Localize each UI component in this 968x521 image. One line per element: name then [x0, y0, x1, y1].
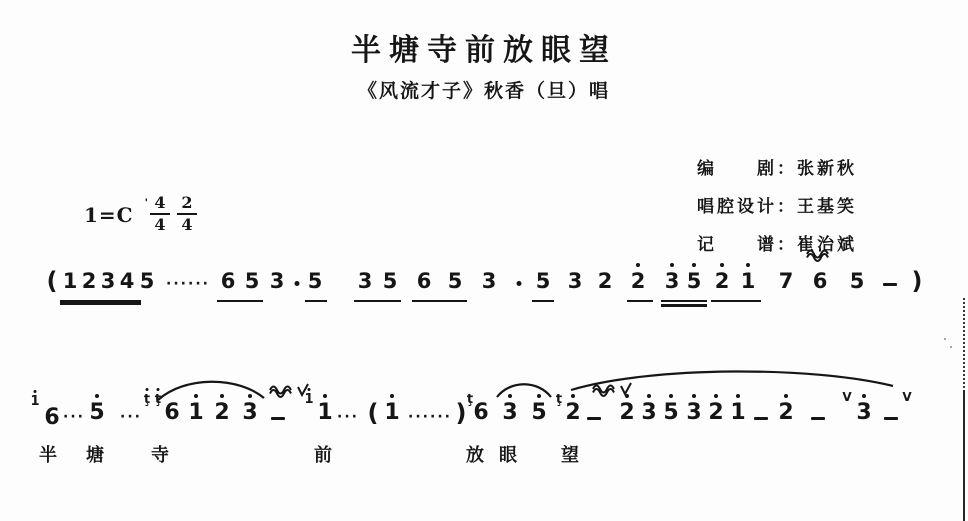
note-digit: 2 [778, 400, 794, 425]
credit-name: 崔治斌 [797, 235, 857, 254]
octave-dot [784, 394, 788, 398]
note-digit: 1 [317, 400, 333, 425]
continuation-dots: ······ [166, 276, 210, 292]
note-digit: 3 [856, 400, 872, 425]
parenthesis: ( [46, 267, 58, 295]
note-digit: 3 [481, 269, 497, 293]
octave-dot [670, 263, 674, 267]
time-sig-numerator: 2 [181, 193, 193, 212]
octave-dot [736, 394, 740, 398]
note-digit: 6 [473, 400, 489, 425]
time-sig-denominator: 4 [181, 215, 193, 234]
note-digit: 3 [664, 269, 680, 293]
note-digit: 5 [686, 269, 702, 293]
note-digit: 5 [663, 400, 679, 425]
augmentation-dot [295, 281, 300, 286]
beam-underline [532, 300, 554, 302]
octave-dot [862, 394, 866, 398]
beam-underline [627, 300, 653, 302]
sustain-dash [884, 417, 898, 420]
note-digit: 3 [357, 269, 373, 293]
credit-role: 记 谱： [697, 235, 797, 254]
time-sig-denominator: 4 [154, 215, 166, 234]
note-digit: 2 [708, 400, 724, 425]
sustain-dash [271, 417, 285, 420]
octave-dot [323, 394, 327, 398]
grace-note: 1 [30, 394, 40, 409]
note-digit: 2 [214, 400, 230, 425]
wave-ornament [270, 384, 308, 397]
octave-dot [571, 394, 575, 398]
note-digit: 3 [686, 400, 702, 425]
note-digit: 5 [849, 269, 865, 293]
note-digit: 2 [81, 269, 97, 293]
octave-dot [669, 394, 673, 398]
beam-underline [412, 300, 467, 302]
parenthesis: ( [367, 399, 379, 427]
credit-name: 王基笑 [797, 197, 857, 216]
octave-dot [625, 394, 629, 398]
augmentation-dot [517, 281, 522, 286]
time-sig-numerator: 4 [154, 193, 166, 212]
note-digit: 6 [44, 405, 60, 430]
lyric-char: 眼 [499, 445, 517, 465]
beam-underline [661, 304, 707, 307]
song-source-subtitle: 《风流才子》秋香（旦）唱 [357, 81, 610, 102]
grace-note: 1 [304, 392, 314, 407]
time-signature-2-4 [176, 195, 198, 233]
credit-row-notation [697, 226, 857, 264]
note-digit: 5 [535, 269, 551, 293]
grace-note: ţ [154, 392, 162, 407]
note-digit: 5 [89, 400, 105, 425]
note-digit: 6 [416, 269, 432, 293]
note-digit: 4 [119, 269, 135, 293]
note-digit: 3 [502, 400, 518, 425]
sustain-dash [754, 417, 768, 420]
scan-speck [950, 346, 952, 348]
note-digit: 5 [382, 269, 398, 293]
note-digit: 6 [220, 269, 236, 293]
lyric-char: 望 [561, 445, 579, 465]
sustain-dash [883, 283, 897, 286]
note-digit: 1 [62, 269, 78, 293]
sustain-dash [587, 417, 601, 420]
octave-dot [308, 388, 311, 391]
note-digit: 1 [740, 269, 756, 293]
octave-dot [146, 388, 149, 391]
octave-dot [537, 394, 541, 398]
grace-note: ţ [555, 392, 563, 407]
credit-row-playwright [697, 150, 857, 188]
octave-dot [720, 263, 724, 267]
note-digit: 2 [565, 400, 581, 425]
note-digit: 3 [567, 269, 583, 293]
song-title: 半塘寺前放眼望 [351, 34, 617, 67]
parenthesis: ) [455, 399, 467, 427]
grace-note: ţ [143, 392, 151, 407]
octave-dot [746, 263, 750, 267]
continuation-dots: ··· [63, 409, 85, 425]
note-digit: 2 [597, 269, 613, 293]
octave-dot [34, 390, 37, 393]
note-digit: 5 [139, 269, 155, 293]
octave-dot [390, 394, 394, 398]
scan-artifact-dotted-line [963, 298, 965, 392]
parenthesis: ) [911, 267, 923, 295]
scan-artifact-solid-line [963, 390, 965, 521]
note-digit: 3 [100, 269, 116, 293]
octave-dot [636, 263, 640, 267]
note-digit: 6 [812, 269, 828, 293]
octave-dot [95, 394, 99, 398]
note-digit: 1 [730, 400, 746, 425]
note-digit: 6 [164, 400, 180, 425]
tick-mark: ' [145, 197, 148, 209]
octave-dot [220, 394, 224, 398]
beam-underline [711, 300, 761, 302]
note-digit: 7 [778, 269, 794, 293]
octave-dot [157, 388, 160, 391]
beam-underline [354, 300, 401, 302]
lyric-char: 塘 [86, 445, 104, 465]
lyric-char: 半 [39, 445, 57, 465]
continuation-dots: ··· [120, 409, 142, 425]
grace-note: ţ [466, 392, 474, 407]
breath-mark: V [902, 390, 912, 404]
credit-row-vocal-design [697, 188, 857, 226]
slur-arc [571, 371, 893, 390]
lyric-char: 前 [314, 445, 332, 465]
octave-dot [508, 394, 512, 398]
beam-underline [661, 300, 707, 302]
note-digit: 5 [244, 269, 260, 293]
note-digit: 2 [619, 400, 635, 425]
credits-block [697, 150, 857, 264]
continuation-dots: ··· [337, 409, 359, 425]
note-digit: 5 [531, 400, 547, 425]
note-digit: 2 [630, 269, 646, 293]
note-digit: 1 [384, 400, 400, 425]
note-digit: 1 [188, 400, 204, 425]
breath-mark: V [842, 390, 852, 404]
beam-underline [305, 300, 327, 302]
octave-dot [692, 263, 696, 267]
scan-speck [944, 338, 946, 340]
continuation-dots: ······ [408, 409, 452, 425]
credit-name: 张新秋 [797, 159, 857, 178]
sustain-dash [811, 417, 825, 420]
note-digit: 3 [641, 400, 657, 425]
slur-arc [497, 384, 551, 397]
octave-dot [692, 394, 696, 398]
note-digit: 3 [242, 400, 258, 425]
note-digit: 3 [269, 269, 285, 293]
credit-role: 编 剧： [697, 159, 797, 178]
octave-dot [194, 394, 198, 398]
time-signature-4-4 [149, 195, 171, 233]
lyric-char: 寺 [151, 445, 169, 465]
octave-dot [647, 394, 651, 398]
credit-role: 唱腔设计： [697, 197, 797, 216]
note-digit: 5 [447, 269, 463, 293]
lyric-char: 放 [466, 445, 484, 465]
beam-underline [217, 300, 263, 302]
octave-dot [248, 394, 252, 398]
note-digit: 5 [307, 269, 323, 293]
octave-dot [714, 394, 718, 398]
key-signature: 1=C [84, 203, 134, 227]
beam-underline [60, 300, 141, 305]
note-digit: 2 [714, 269, 730, 293]
